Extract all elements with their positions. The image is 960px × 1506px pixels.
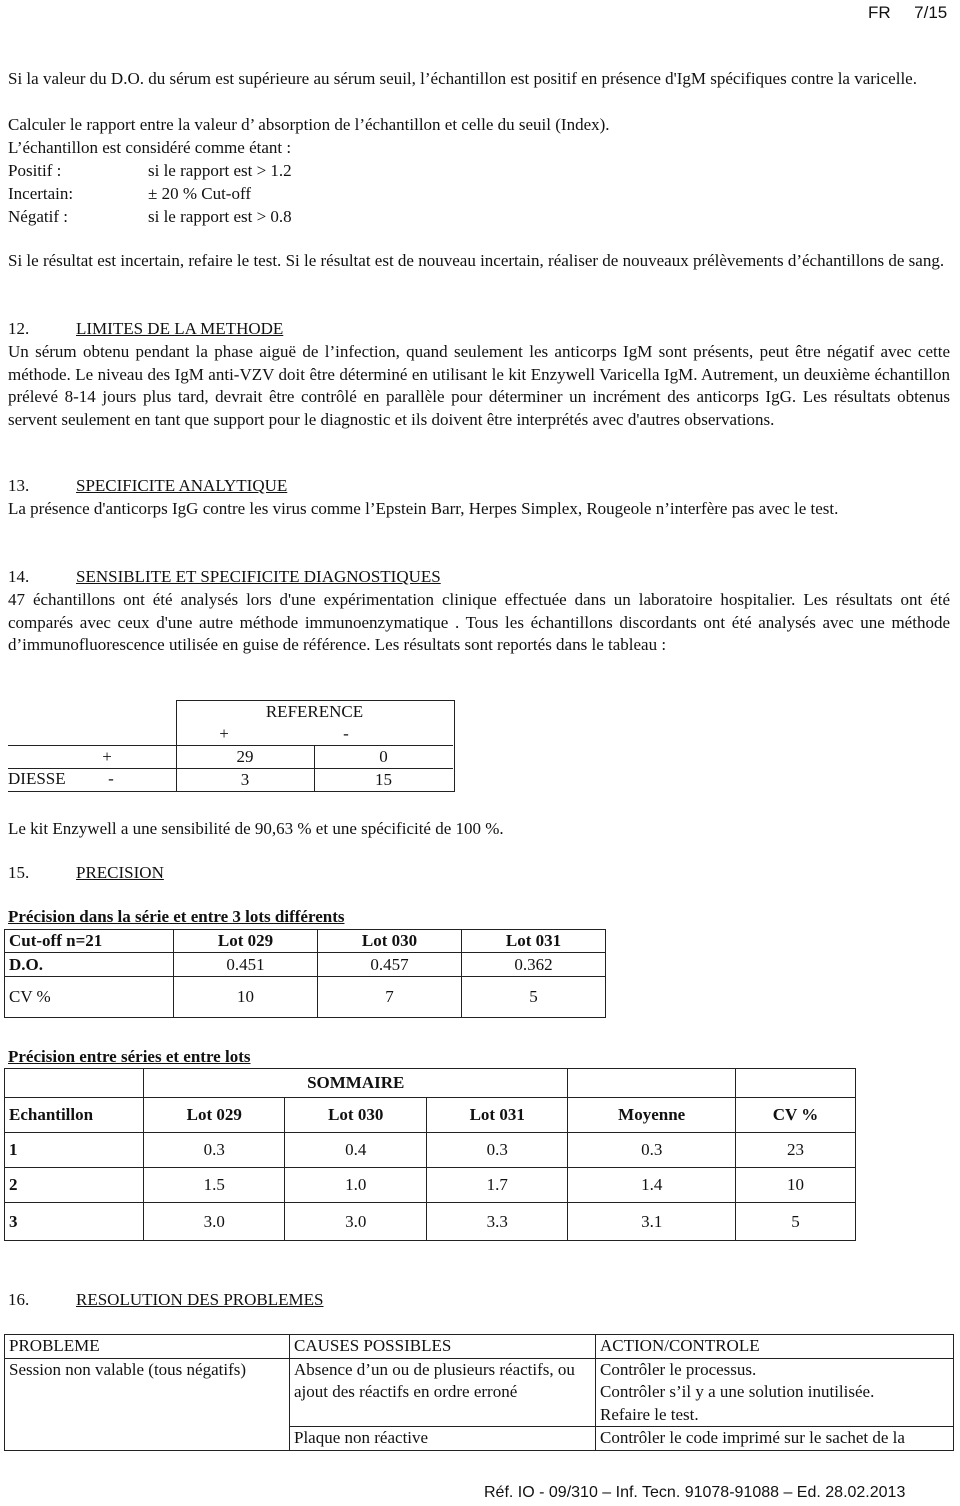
table-header-cell: PROBLEME: [5, 1335, 290, 1359]
criterion-positive: Positif : si le rapport est > 1.2: [8, 161, 292, 180]
reference-label: REFERENCE: [265, 702, 364, 721]
action-cell: Contrôler le processus. Contrôler s’il y a une solution inutilisée. Refaire le test.: [596, 1358, 954, 1427]
table-cell: 1.7: [426, 1168, 567, 1203]
table-cell: 3.1: [568, 1203, 735, 1241]
table-row: [5, 977, 606, 1018]
table-header-cell: Cut-off n=21: [5, 930, 174, 953]
intro-considered: L’échantillon est considéré comme étant :: [8, 138, 292, 157]
table-cell: 0.3: [568, 1133, 735, 1168]
table-row: [5, 1069, 856, 1098]
criterion-uncertain: Incertain: ± 20 % Cut-off: [8, 184, 251, 203]
action-cell: Contrôler le code imprimé sur le sachet de la: [596, 1427, 954, 1451]
summary-title: SOMMAIRE: [144, 1069, 568, 1098]
table-cell: 10: [735, 1168, 855, 1203]
cause-cell: Plaque non réactive: [290, 1427, 596, 1451]
table-cell: 10: [174, 977, 318, 1018]
table-cell: CV %: [5, 977, 174, 1018]
table-cell-empty: [568, 1069, 735, 1098]
table-cell: 3.3: [426, 1203, 567, 1241]
table-header-cell: CV %: [735, 1098, 855, 1133]
language-code: FR: [868, 3, 891, 22]
table-cell: 1: [5, 1133, 144, 1168]
table-header-cell: Lot 029: [174, 930, 318, 953]
reference-divider: [8, 745, 176, 746]
table-cell: 23: [735, 1133, 855, 1168]
cell-minus-minus: 15: [375, 770, 392, 789]
table-header-cell: Lot 031: [426, 1098, 567, 1133]
diesse-minus: -: [108, 769, 114, 788]
cause-cell: Absence d’un ou de plusieurs réactifs, ou ajout des réactifs en ordre erroné: [290, 1358, 596, 1427]
intro-calc: Calculer le rapport entre la valeur d’ absorption de l’échantillon et celle du seuil (Index).: [8, 115, 610, 134]
retest-note: Si le résultat est incertain, refaire le test. Si le résultat est de nouveau incertain, réaliser de nouveaux prélèvements d’échantillons de sang.: [8, 251, 945, 270]
table-cell: 2: [5, 1168, 144, 1203]
table-cell: 3.0: [144, 1203, 285, 1241]
section-12-heading: 12. LIMITES DE LA METHODE: [8, 319, 284, 338]
table-cell: 3: [5, 1203, 144, 1241]
table-cell-empty: [735, 1069, 855, 1098]
table-cell: 0.3: [426, 1133, 567, 1168]
section-16-heading: 16. RESOLUTION DES PROBLEMES: [8, 1290, 324, 1309]
reference-divider: [8, 791, 454, 792]
table-cell-empty: [5, 1069, 144, 1098]
table-header-cell: ACTION/CONTROLE: [596, 1335, 954, 1359]
section-13-heading: 13. SPECIFICITE ANALYTIQUE: [8, 476, 288, 495]
table-cell: 5: [462, 977, 606, 1018]
page-number: 7/15: [914, 3, 948, 22]
table-cell: 0.457: [318, 953, 462, 977]
table-header-cell: Moyenne: [568, 1098, 735, 1133]
table-row: [5, 1133, 856, 1168]
section-15-heading: 15. PRECISION: [8, 863, 164, 882]
table-cell: 0.4: [285, 1133, 426, 1168]
precision-table-2: [4, 1068, 856, 1241]
section-13-body: La présence d'anticorps IgG contre les virus comme l’Epstein Barr, Herpes Simplex, Rougeole n’interfère pas avec le test.: [8, 499, 839, 518]
table-row: [5, 1168, 856, 1203]
table-row: [5, 953, 606, 977]
table-cell: 7: [318, 977, 462, 1018]
page-footer: Réf. IO - 09/310 – Inf. Tecn. 91078-91088 – Ed. 28.02.2013: [484, 1484, 906, 1501]
table-row: [5, 1098, 856, 1133]
diesse-label: DIESSE: [8, 769, 66, 788]
table-header-cell: Lot 030: [285, 1098, 426, 1133]
table-cell: 0.451: [174, 953, 318, 977]
table-header-cell: Lot 030: [318, 930, 462, 953]
reference-plus: +: [219, 724, 229, 743]
precision-subtitle-1: Précision dans la série et entre 3 lots différents: [8, 907, 345, 926]
precision-subtitle-2: Précision entre séries et entre lots: [8, 1047, 251, 1066]
precision-table-1: [4, 929, 606, 1018]
table-header-cell: Lot 031: [462, 930, 606, 953]
table-cell: 3.0: [285, 1203, 426, 1241]
section-14-heading: 14. SENSIBLITE ET SPECIFICITE DIAGNOSTIQUES: [8, 567, 441, 586]
table-row: [5, 1203, 856, 1241]
criterion-negative: Négatif : si le rapport est > 0.8: [8, 207, 292, 226]
table-header-cell: Echantillon: [5, 1098, 144, 1133]
troubleshooting-table: [4, 1334, 954, 1451]
sensitivity-conclusion: Le kit Enzywell a une sensibilité de 90,63 % et une spécificité de 100 %.: [8, 819, 504, 838]
reference-minus: -: [343, 724, 349, 743]
table-row: [5, 930, 606, 953]
table-cell: 1.0: [285, 1168, 426, 1203]
table-header-cell: Lot 029: [144, 1098, 285, 1133]
intro-positive-note: Si la valeur du D.O. du sérum est supérieure au sérum seuil, l’échantillon est positif en présence d'IgM spécifiques contre la varicelle.: [8, 69, 917, 88]
table-row: [5, 1335, 954, 1359]
section-14-body: 47 échantillons ont été analysés lors d'une expérimentation clinique effectuée dans un laboratoire hospitalier. Les résultats ont été comparés avec ceux d'une autre méthode immunoenzymatique . Tous les échantillons discordants ont été analysés avec une méthode d’immunofluorescence utilisée en guise de référence. Les résultats sont reportés dans le tableau :: [8, 590, 950, 655]
table-cell: 1.5: [144, 1168, 285, 1203]
cell-plus-plus: 29: [236, 747, 254, 766]
problem-cell: Session non valable (tous négatifs): [5, 1358, 290, 1450]
diesse-plus: +: [102, 747, 112, 766]
cell-minus-plus: 3: [240, 770, 250, 789]
table-header-cell: CAUSES POSSIBLES: [290, 1335, 596, 1359]
table-cell: 0.3: [144, 1133, 285, 1168]
table-cell: 0.362: [462, 953, 606, 977]
page-header: [868, 3, 947, 23]
cell-plus-minus: 0: [379, 747, 388, 766]
table-row: [5, 1358, 954, 1427]
reference-table: [8, 700, 454, 792]
table-cell: 1.4: [568, 1168, 735, 1203]
section-12-body: Un sérum obtenu pendant la phase aiguë de l’infection, quand seulement les anticorps IgM sont présents, peut être négatif avec cette méthode. Le niveau des IgM anti-VZV doit être déterminé en utilisant le kit Enzywell Varicella IgM. Autrement, un deuxième échantillon prélevé 8-14 jours plus tard, devrait être contrôlé en parallèle pour déterminer un incrément des anticorps IgG. Les résultats obtenus servent seulement en tant que support pour le diagnostic et ils doivent être interprétés avec d'autres observations.: [8, 342, 951, 429]
table-cell: 5: [735, 1203, 855, 1241]
table-cell: D.O.: [5, 953, 174, 977]
